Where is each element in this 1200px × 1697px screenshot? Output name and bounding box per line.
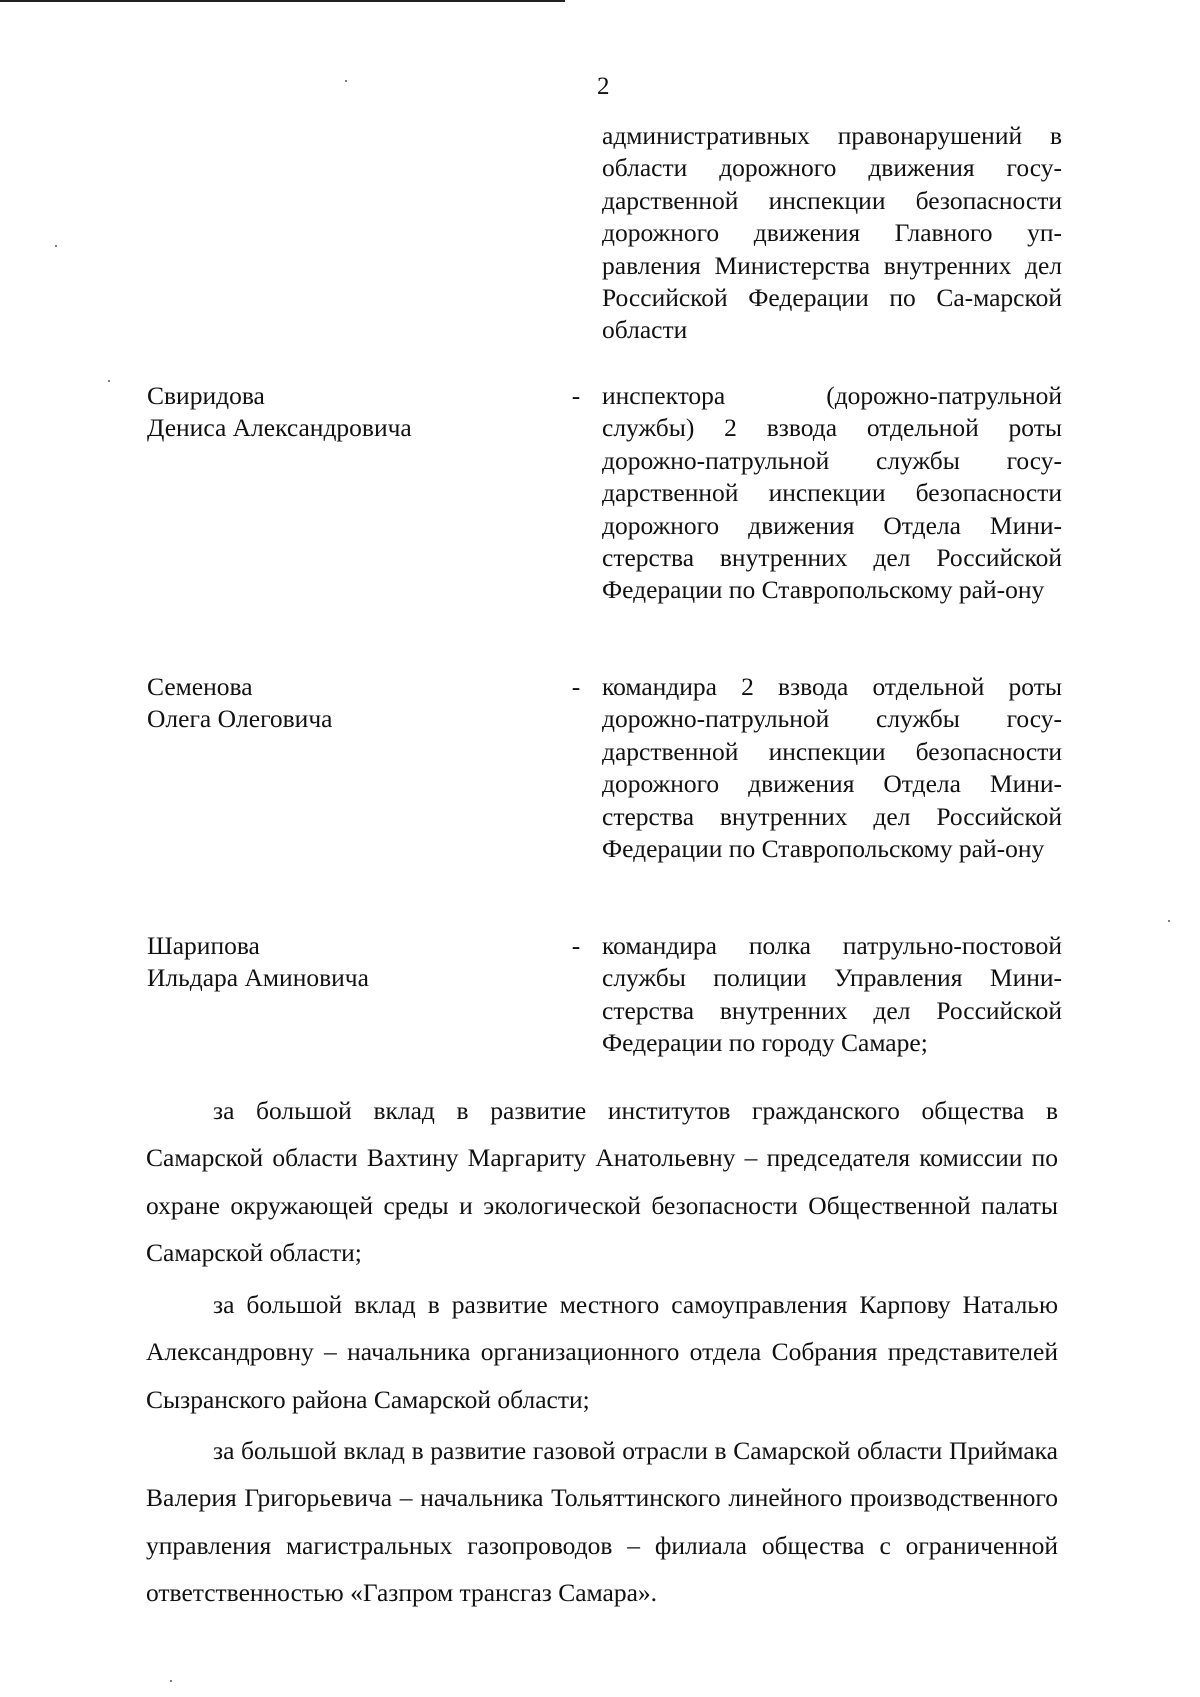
award-paragraph-3: за большой вклад в развитие газовой отрасли в Самарской области Приймака Валерия Григорьевича – начальника Тольяттинского линейного производственного управления магистральных газопроводов – филиала общества с ограниченной ответственностью «Газпром трансгаз Самара». bbox=[146, 1436, 1058, 1607]
award-recipient-role-1: инспектора (дорожно-патрульной службы) 2 взвода отдельной роты дорожно-патрульной службы госу-дарственной инспекции безопасности дорожного движения Отдела Мини-стерства внутренних дел Российской Федерации по Ставропольскому рай-ону bbox=[602, 381, 1062, 605]
entry-dash: - bbox=[571, 931, 581, 960]
award-paragraph-1: за большой вклад в развитие институтов гражданского общества в Самарской области Вахтину Маргариту Анатольевну – председателя комиссии по охране окружающей среды и экологической безопасности Общественной палаты Самарской области; bbox=[146, 1096, 1058, 1267]
entry-dash: - bbox=[571, 381, 581, 410]
entry-dash: - bbox=[571, 672, 581, 701]
award-recipient-name-1 bbox=[147, 380, 527, 445]
award-recipient-role-3: командира полка патрульно-постовой службы полиции Управления Мини-стерства внутренних дел Российской Федерации по городу Самаре; bbox=[602, 931, 1062, 1058]
page-number: 2 bbox=[597, 73, 610, 100]
award-recipient-name-2 bbox=[147, 671, 527, 736]
top-border-line bbox=[0, 0, 565, 2]
scan-speck bbox=[345, 80, 347, 82]
scan-speck bbox=[55, 245, 57, 247]
award-paragraph-2: за большой вклад в развитие местного самоуправления Карпову Наталью Александровну – начальника организационного отдела Собрания представителей Сызранского района Самарской области; bbox=[146, 1290, 1058, 1414]
recipient-given-names: Дениса Александровича bbox=[147, 413, 412, 443]
recipient-surname: Шарипова bbox=[147, 931, 260, 960]
scan-speck bbox=[170, 1680, 172, 1682]
continuation-role-text: административных правонарушений в области дорожного движения госу-дарственной инспекции безопасности дорожного движения Главного уп-равления Министерства внутренних дел Российской Федерации по Са-марской области bbox=[602, 121, 1062, 345]
award-recipient-role-2: командира 2 взвода отдельной роты дорожно-патрульной службы госу-дарственной инспекции безопасности дорожного движения Отдела Мини-стерства внутренних дел Российской Федерации по Ставропольскому рай-ону bbox=[602, 672, 1062, 864]
recipient-surname: Семенова bbox=[147, 672, 253, 701]
award-recipient-name-3 bbox=[147, 930, 527, 995]
scan-speck bbox=[1168, 920, 1170, 922]
recipient-given-names: Олега Олеговича bbox=[147, 704, 333, 734]
recipient-surname: Свиридова bbox=[147, 381, 265, 410]
scan-speck bbox=[108, 380, 110, 382]
recipient-given-names: Ильдара Аминовича bbox=[147, 963, 369, 993]
